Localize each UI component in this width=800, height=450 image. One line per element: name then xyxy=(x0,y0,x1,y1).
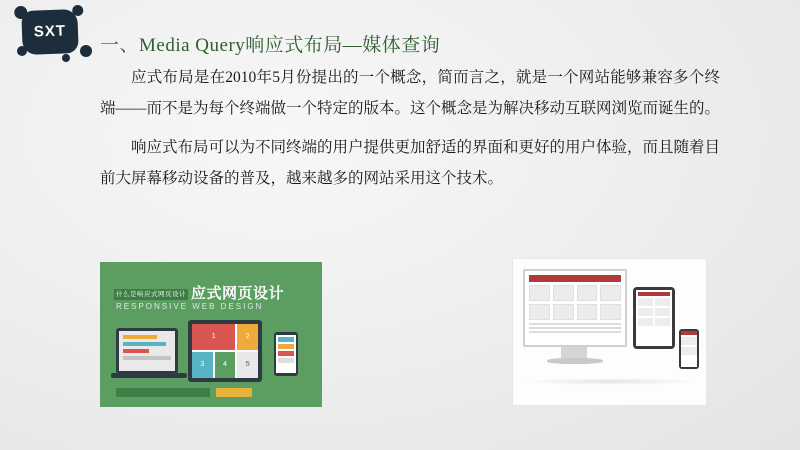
poster-heading xyxy=(114,282,284,303)
image-devices-photo xyxy=(512,258,707,406)
laptop-icon xyxy=(116,328,178,374)
tablet-card xyxy=(638,308,653,316)
monitor-icon xyxy=(523,269,627,347)
site-card xyxy=(529,304,550,320)
poster-devices xyxy=(116,320,306,396)
phone-screen-content xyxy=(276,335,296,373)
site-card-row-1 xyxy=(529,285,621,301)
tablet-card xyxy=(638,298,653,306)
tablet-card xyxy=(655,318,670,326)
logo xyxy=(18,8,90,58)
tile-4: 4 xyxy=(215,352,236,378)
laptop-line-2 xyxy=(123,342,166,346)
logo-text: SXT xyxy=(33,22,67,41)
phone-card-row-1 xyxy=(681,337,697,345)
phone-card xyxy=(681,337,697,345)
site-line xyxy=(529,331,621,333)
paragraph-1: 应式布局是在2010年5月份提出的一个概念，简而言之，就是一个网站能够兼容多个终端——而不是为每个终端做一个特定的版本。这个概念是为解决移动互联网浏览而诞生的。 xyxy=(100,69,721,117)
tablet-icon xyxy=(188,320,262,382)
laptop-screen-content xyxy=(123,335,171,367)
logo-dot-bottom xyxy=(62,54,70,62)
tablet-header-bar xyxy=(638,292,670,296)
phone-line-1 xyxy=(278,337,294,342)
site-card xyxy=(577,285,598,301)
tablet-device-icon xyxy=(633,287,675,349)
phone-header-bar xyxy=(681,331,697,335)
site-card xyxy=(600,304,621,320)
tablet-card-row-3 xyxy=(638,318,670,326)
poster-heading-text: 应式网页设计 xyxy=(191,285,285,302)
site-header-bar xyxy=(529,275,621,282)
tablet-card-row-1 xyxy=(638,298,670,306)
tablet-card xyxy=(638,318,653,326)
poster-badge: 什么是响应式网页设计 xyxy=(116,290,186,298)
tablet-card xyxy=(655,308,670,316)
phone-card xyxy=(681,347,697,355)
tile-2: 2 xyxy=(237,324,258,350)
paragraph-2: 响应式布局可以为不同终端的用户提供更加舒适的界面和更好的用户体验，而且随着目前大屏幕移动设备的普及，越来越多的网站采用这个技术。 xyxy=(100,139,721,187)
site-text-lines xyxy=(529,323,621,333)
phone-line-3 xyxy=(278,351,294,356)
monitor-base xyxy=(547,358,603,364)
site-card xyxy=(553,285,574,301)
tile-1: 1 xyxy=(192,324,235,350)
phone-card-row-2 xyxy=(681,347,697,355)
phone-line-4 xyxy=(278,358,294,363)
site-line xyxy=(529,323,621,325)
poster-footer-accent xyxy=(216,388,252,397)
phone-icon xyxy=(274,332,298,376)
logo-dot-right xyxy=(80,45,92,57)
site-card xyxy=(553,304,574,320)
tablet-screen-grid xyxy=(192,324,258,378)
poster-footer-bar xyxy=(116,388,210,397)
site-line xyxy=(529,327,621,329)
device-shadow xyxy=(521,378,699,385)
tile-5: 5 xyxy=(237,352,258,378)
site-card xyxy=(529,285,550,301)
phone-device-screen xyxy=(681,331,697,367)
phone-device-icon xyxy=(679,329,699,369)
tablet-card-row-2 xyxy=(638,308,670,316)
monitor-screen-content xyxy=(529,275,621,341)
image-responsive-poster xyxy=(100,262,322,407)
phone-line-2 xyxy=(278,344,294,349)
tablet-device-screen xyxy=(636,290,672,346)
laptop-line-3 xyxy=(123,349,149,353)
site-card xyxy=(600,285,621,301)
page-title: 一、Media Query响应式布局—媒体查询 xyxy=(100,35,441,56)
body-text xyxy=(100,62,720,202)
laptop-line-4 xyxy=(123,356,171,360)
tile-3: 3 xyxy=(192,352,213,378)
laptop-line-1 xyxy=(123,335,157,339)
site-card-row-2 xyxy=(529,304,621,320)
poster-subheading: RESPONSIVE WEB DESIGN xyxy=(116,302,264,311)
tablet-card xyxy=(655,298,670,306)
site-card xyxy=(577,304,598,320)
